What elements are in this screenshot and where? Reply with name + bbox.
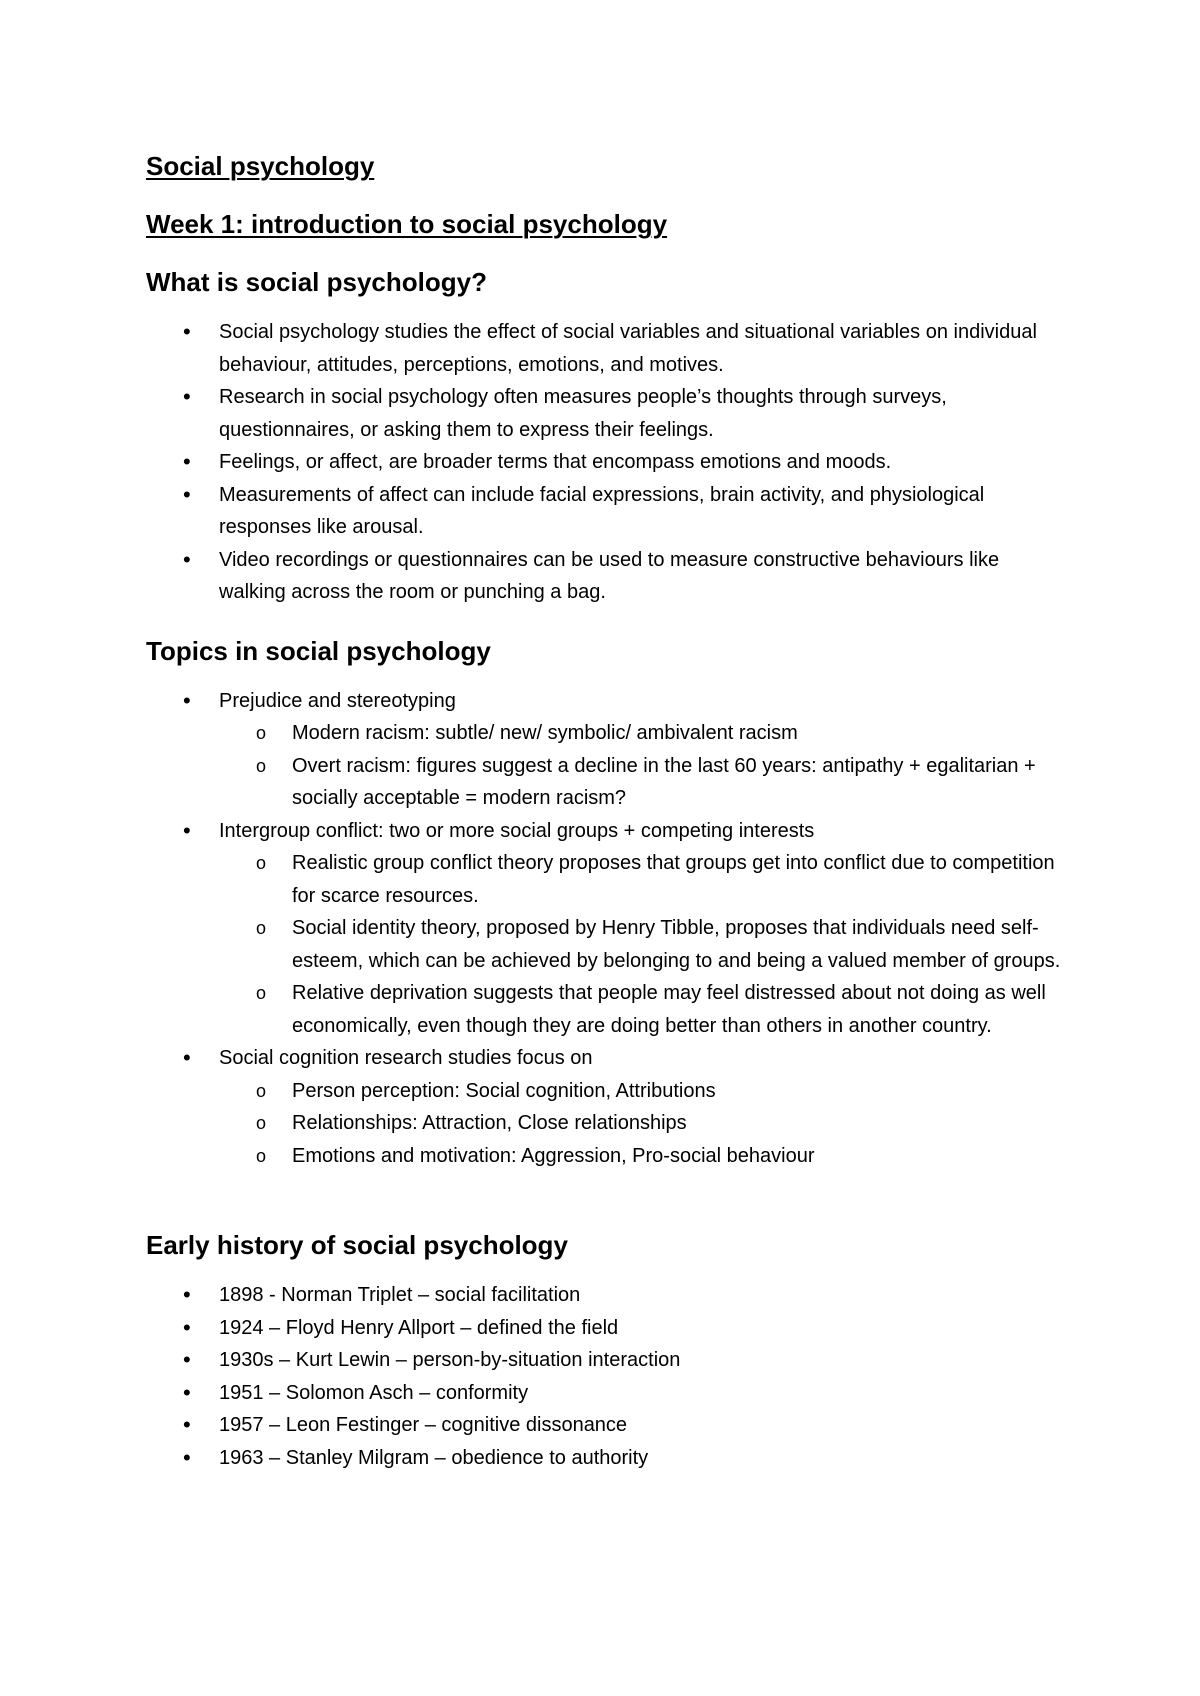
list-item: • 1951 – Solomon Asch – conformity	[146, 1377, 1066, 1410]
list-item: • 1924 – Floyd Henry Allport – defined the field	[146, 1312, 1066, 1345]
sub-list	[219, 717, 1066, 815]
sub-list	[219, 847, 1066, 1042]
list-item-text: Intergroup conflict: two or more social groups + competing interests	[219, 819, 815, 842]
list-item: • 1898 - Norman Triplet – social facilitation	[146, 1279, 1066, 1312]
bullet-list-topics	[146, 685, 1066, 1173]
list-item: • Video recordings or questionnaires can be used to measure constructive behaviours like walking across the room or punching a bag.	[146, 544, 1066, 609]
sub-list-item: o Modern racism: subtle/ new/ symbolic/ ambivalent racism	[219, 717, 1066, 750]
bullet-list-what-is	[146, 316, 1066, 609]
list-item: • Feelings, or affect, are broader terms that encompass emotions and moods.	[146, 446, 1066, 479]
sub-list-item: o Relationships: Attraction, Close relationships	[219, 1107, 1066, 1140]
sub-list-item: o Realistic group conflict theory proposes that groups get into conflict due to competition for scarce resources.	[219, 847, 1066, 912]
list-item: • 1930s – Kurt Lewin – person-by-situation interaction	[146, 1344, 1066, 1377]
list-item-text: Prejudice and stereotyping	[219, 689, 456, 712]
list-item	[146, 1042, 1066, 1172]
bullet-list-early-history	[146, 1279, 1066, 1474]
list-item	[146, 815, 1066, 1043]
list-item: • Social psychology studies the effect of social variables and situational variables on individual behaviour, attitudes, perceptions, emotions, and motives.	[146, 316, 1066, 381]
list-item: • Research in social psychology often measures people’s thoughts through surveys, questionnaires, or asking them to express their feelings.	[146, 381, 1066, 446]
sub-list-item: o Emotions and motivation: Aggression, Pro-social behaviour	[219, 1140, 1066, 1173]
spacer	[146, 1172, 1066, 1227]
sub-list-item: o Overt racism: figures suggest a decline in the last 60 years: antipathy + egalitarian + socially acceptable = modern racism?	[219, 750, 1066, 815]
document-title: Social psychology	[146, 151, 375, 181]
list-item-text: Social cognition research studies focus on	[219, 1047, 593, 1069]
document-body	[146, 148, 1066, 1474]
spacer	[146, 609, 1066, 633]
section-heading-what-is: What is social psychology?	[146, 267, 487, 297]
section-heading-early-history: Early history of social psychology	[146, 1230, 568, 1260]
sub-list-item: o Relative deprivation suggests that people may feel distressed about not doing as well economically, even though they are doing better than others in another country.	[219, 977, 1066, 1042]
list-item: • 1963 – Stanley Milgram – obedience to authority	[146, 1442, 1066, 1475]
list-item: • 1957 – Leon Festinger – cognitive dissonance	[146, 1409, 1066, 1442]
week-title: Week 1: introduction to social psychology	[146, 209, 668, 239]
sub-list-item: o Person perception: Social cognition, Attributions	[219, 1075, 1066, 1108]
list-item	[146, 685, 1066, 815]
section-heading-topics: Topics in social psychology	[146, 635, 491, 666]
sub-list	[219, 1075, 1066, 1173]
sub-list-item: o Social identity theory, proposed by Henry Tibble, proposes that individuals need self-esteem, which can be achieved by belonging to and being a valued member of groups.	[219, 912, 1066, 977]
list-item: • Measurements of affect can include facial expressions, brain activity, and physiological responses like arousal.	[146, 479, 1066, 544]
